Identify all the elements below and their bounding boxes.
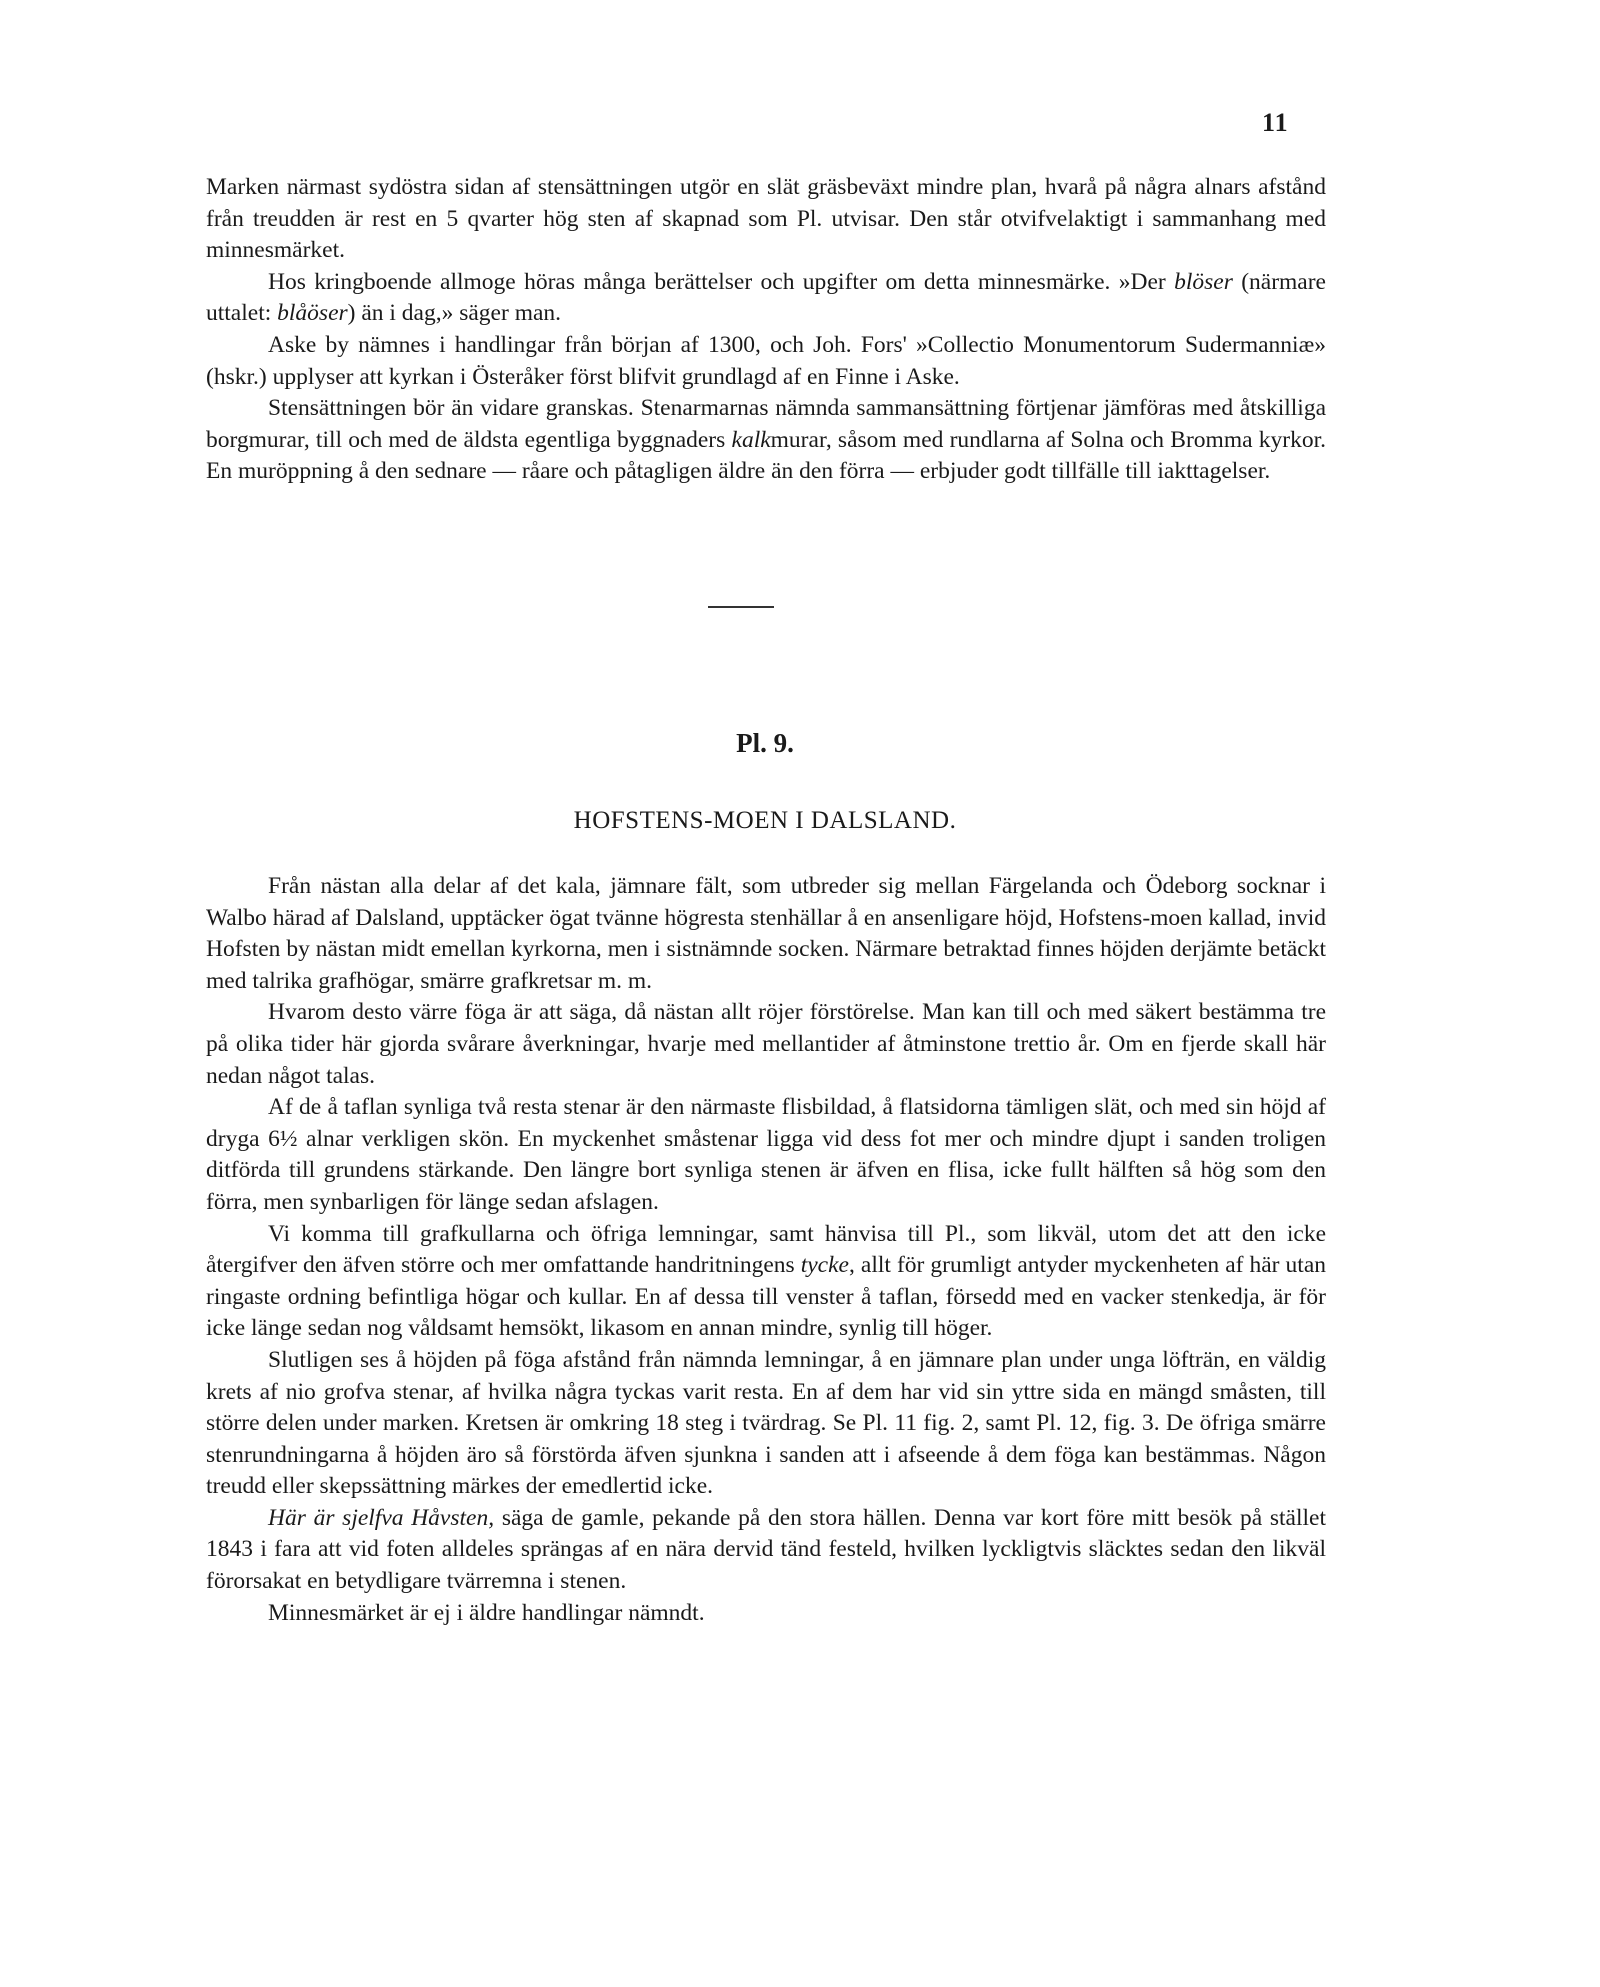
text-run: Vi komma till grafkullarna och öfriga lemningar, samt hänvisa till Pl., som likväl, utom det att den icke återgifver den äfven större och mer omfattande handritningens (206, 1220, 1326, 1279)
paragraph (206, 330, 1326, 393)
italic-text-run: blöser (1174, 268, 1233, 295)
paragraph (206, 172, 1326, 267)
section-title: HOFSTENS-MOEN I DALSLAND. (573, 807, 957, 834)
text-run: Minnesmärket är ej i äldre handlingar nämndt. (268, 1599, 705, 1626)
paragraph (206, 393, 1326, 488)
text-run: Af de å taflan synliga två resta stenar är den närmaste flisbildad, å flatsidorna tämligen slät, och med sin höjd af dryga 6½ alnar verkligen skön. En myckenhet småstenar ligga vid dess fot mer och mindre djupt i sanden troligen ditförda till grundens stärkande. Den längre bort synliga stenen är äfven en flisa, icke fullt hälften så hög som den förra, men synbarligen för länge sedan afslagen. (206, 1094, 1326, 1215)
paragraph (206, 871, 1326, 997)
text-run: Marken närmast sydöstra sidan af stensättningen utgör en slät gräsbeväxt mindre plan, hvarå på några alnars afstånd från treudden är rest en 5 qvarter hög sten af skapnad som Pl. utvisar. Den står otvifvelaktigt i sammanhang med minnesmärket. (206, 174, 1326, 264)
text-run: murar, såsom med rundlarna af Solna och Bromma kyrkor. En muröppning å den sednare — råare och påtagligen äldre än den förra — erbjuder godt tillfälle till iakttagelser. (206, 426, 1326, 485)
text-run: Hvarom desto värre föga är att säga, då nästan allt röjer förstörelse. Man kan till och med säkert bestämma tre på olika tider här gjorda svårare åverkningar, hvarje med mellantider af åtminstone trettio år. Om en fjerde skall här nedan något talas. (206, 999, 1326, 1089)
paragraph (206, 1219, 1326, 1345)
italic-text-run: kalk (731, 426, 771, 453)
text-run: (närmare uttalet: (206, 268, 1326, 327)
paragraph (206, 1598, 1326, 1630)
text-run: Aske by nämnes i handlingar från början af 1300, och Joh. Fors' »Collectio Monumentorum Sudermanniæ» (hskr.) upplyser att kyrkan i Österåker först blifvit grundlagd af en Finne i Aske. (206, 331, 1326, 390)
paragraph (206, 997, 1326, 1092)
text-run: Stensättningen bör än vidare granskas. Stenarmarnas nämnda sammansättning förtjenar jämföras med åtskilliga borgmurar, till och med de äldsta egentliga byggnaders (206, 395, 1326, 453)
top-text-block (206, 172, 1326, 488)
text-run: Hos kringboende allmoge höras många berättelser och upgifter om detta minnesmärke. »Der (268, 268, 1175, 295)
paragraph (206, 267, 1326, 330)
text-run: , allt för grumligt antyder myckenheten af här utan ringaste ordning befintliga högar och kullar. En af dessa till venster å taflan, försedd med en vacker stenkedja, är för icke länge sedan nog våldsamt hemsökt, likasom en annan mindre, synlig till höger. (206, 1252, 1326, 1342)
text-run: Slutligen ses å höjden på föga afstånd från nämnda lemningar, å en jämnare plan under unga löfträn, en väldig krets af nio grofva stenar, af hvilka några tyckas varit resta. En af dem har vid sin yttre sida en mängd småsten, till större delen under marken. Kretsen är omkring 18 steg i tvärdrag. Se Pl. 11 fig. 2, samt Pl. 12, fig. 3. De öfriga smärre stenrundningarna å höjden äro så förstörda äfven sjunkna i sanden att i afseende å dem föga kan bestämmas. Någon treudd eller skepssättning märkes der emedlertid icke. (206, 1346, 1326, 1500)
plate-label: Pl. 9. (736, 728, 794, 758)
page-number: 11 (1262, 108, 1289, 137)
text-run: säga de gamle, pekande på den stora hällen. Denna var kort före mitt besök på stället 1843 i fara att vid foten alldeles sprängas af en nära dervid tänd festeld, hvilken lyckligtvis släcktes sedan den likväl förorsakat en betydligare tvärremna i stenen. (206, 1504, 1326, 1595)
italic-text-run: blåöser (277, 300, 348, 327)
paragraph (206, 1503, 1326, 1598)
italic-text-run: tycke (800, 1252, 849, 1279)
text-run: Från nästan alla delar af det kala, jämnare fält, som utbreder sig mellan Färgelanda och Ödeborg socknar i Walbo härad af Dalsland, upptäcker ögat tvänne högresta stenhällar å en ansenligare höjd, Hofstens-moen kallad, invid Hofsten by nästan midt emellan kyrkorna, men i sistnämnde socken. Närmare betraktad finnes höjden derjämte betäckt med talrika grafhögar, smärre grafkretsar m. m. (206, 873, 1326, 994)
paragraph (206, 1345, 1326, 1503)
text-run: ) än i dag,» säger man. (347, 300, 562, 327)
section-divider (708, 606, 774, 608)
italic-text-run: Här är sjelfva Håvsten, (268, 1504, 495, 1531)
bottom-text-block (206, 871, 1326, 1629)
paragraph (206, 1092, 1326, 1218)
